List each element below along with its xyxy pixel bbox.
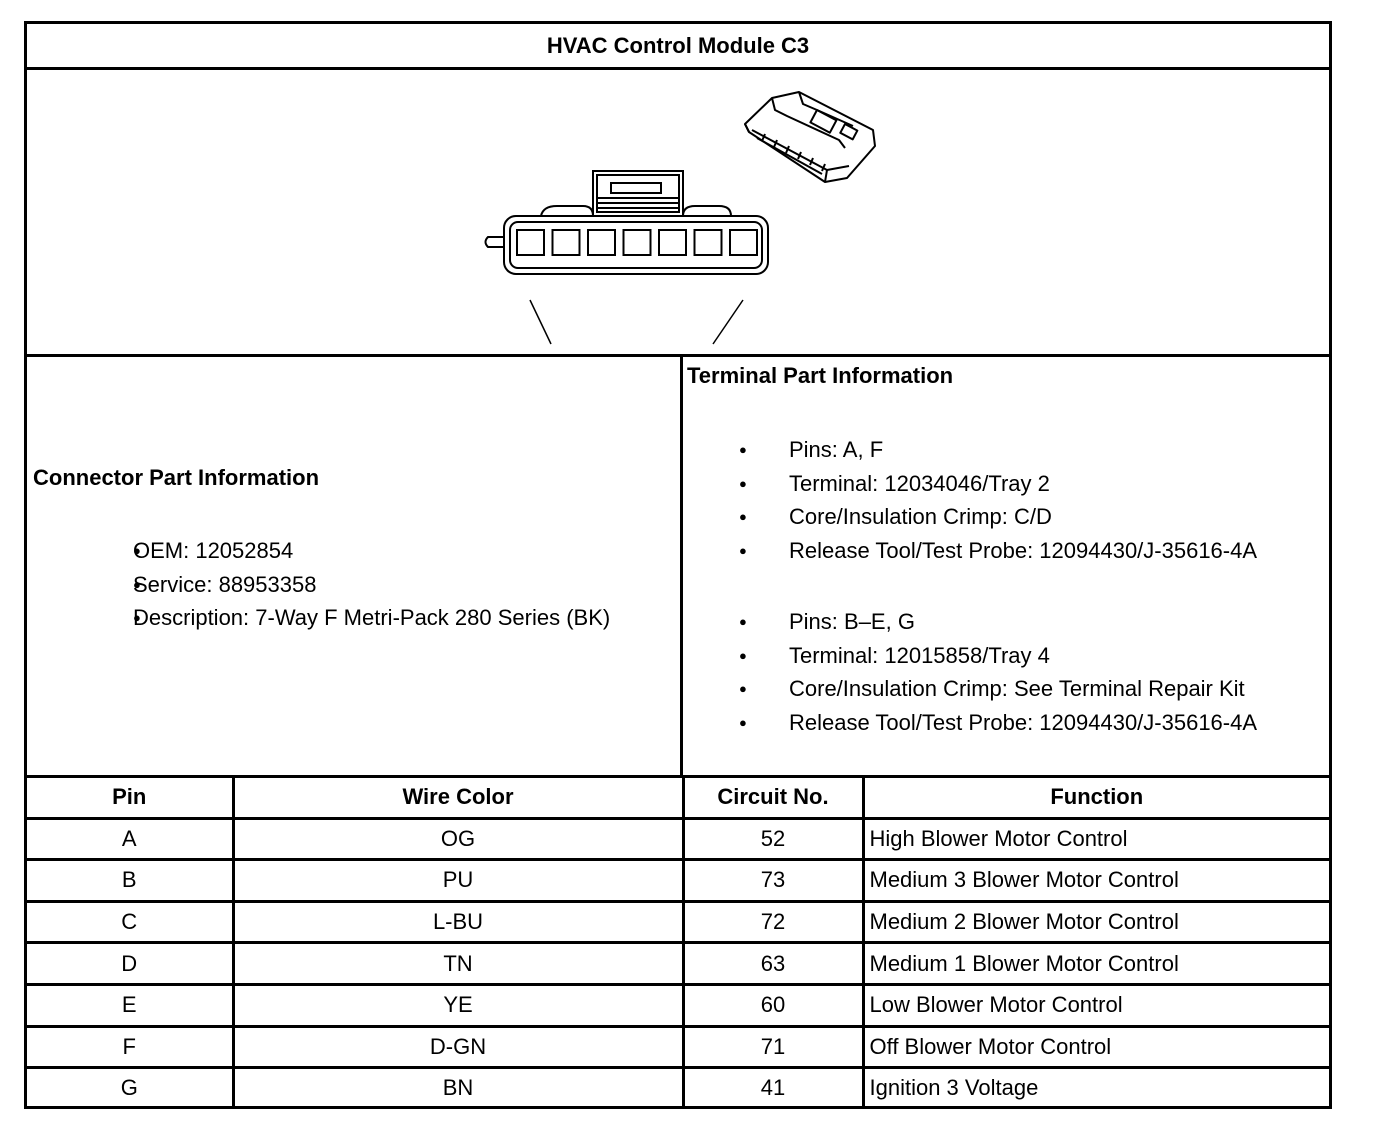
table-row	[27, 1068, 1329, 1108]
column-header-pin: Pin	[27, 778, 233, 818]
list-item: ● Release Tool/Test Probe: 12094430/J-35616-4A	[789, 706, 1257, 740]
connector-3d-illustration	[745, 92, 875, 182]
pin-cell: C	[27, 901, 233, 943]
pin-cell: A	[27, 818, 233, 860]
terminal-info-list-2	[789, 605, 1257, 739]
table-row	[27, 860, 1329, 902]
circuit-cell: 60	[683, 984, 863, 1026]
list-item: ● Core/Insulation Crimp: See Terminal Repair Kit	[789, 672, 1257, 706]
connector-sheet	[24, 21, 1332, 1109]
table-header-row	[27, 778, 1329, 818]
circuit-cell: 73	[683, 860, 863, 902]
pin-cell: G	[27, 1068, 233, 1108]
table-row	[27, 1026, 1329, 1068]
list-item: ● Terminal: 12034046/Tray 2	[789, 467, 1257, 501]
terminal-info-title: Terminal Part Information	[687, 363, 954, 388]
connector-cavity	[517, 230, 544, 255]
pin-g-leader	[530, 300, 551, 344]
pin-a-leader	[713, 300, 743, 344]
pin-cell: B	[27, 860, 233, 902]
circuit-cell: 63	[683, 943, 863, 985]
column-header-circuit: Circuit No.	[683, 778, 863, 818]
connector-cavity	[659, 230, 686, 255]
page-title: HVAC Control Module C3	[27, 24, 1329, 70]
function-cell: Off Blower Motor Control	[863, 1026, 1329, 1068]
table-row	[27, 818, 1329, 860]
function-cell: High Blower Motor Control	[863, 818, 1329, 860]
list-item: ● Description: 7-Way F Metri-Pack 280 Series (BK)	[133, 601, 610, 635]
table-row	[27, 901, 1329, 943]
connector-cavity	[695, 230, 722, 255]
connector-cavity	[588, 230, 615, 255]
column-header-function: Function	[863, 778, 1329, 818]
function-cell: Medium 2 Blower Motor Control	[863, 901, 1329, 943]
function-cell: Medium 3 Blower Motor Control	[863, 860, 1329, 902]
function-cell: Medium 1 Blower Motor Control	[863, 943, 1329, 985]
circuit-cell: 41	[683, 1068, 863, 1108]
list-item: ● Pins: B–E, G	[789, 605, 1257, 639]
pin-cell: D	[27, 943, 233, 985]
circuit-cell: 72	[683, 901, 863, 943]
connector-face-view	[486, 171, 769, 274]
pin-cell: F	[27, 1026, 233, 1068]
function-cell: Low Blower Motor Control	[863, 984, 1329, 1026]
connector-cavities	[517, 230, 757, 255]
connector-diagram	[27, 70, 1329, 357]
wire-color-cell: L-BU	[233, 901, 683, 943]
list-item: ● Service: 88953358	[133, 568, 610, 602]
terminal-part-info	[683, 357, 1329, 775]
pinout-table	[27, 778, 1329, 1108]
function-cell: Ignition 3 Voltage	[869, 1075, 1039, 1101]
wire-color-cell: TN	[233, 943, 683, 985]
list-item: ● OEM: 12052854	[133, 534, 610, 568]
list-item: ● Core/Insulation Crimp: C/D	[789, 500, 1257, 534]
terminal-info-list-1	[789, 433, 1257, 567]
connector-info-list	[133, 534, 610, 635]
connector-cavity	[553, 230, 580, 255]
list-item: ● Terminal: 12015858/Tray 4	[789, 639, 1257, 673]
table-row	[27, 943, 1329, 985]
connector-cavity	[624, 230, 651, 255]
connector-part-info	[27, 357, 683, 775]
connector-drawing	[27, 70, 1329, 354]
wire-color-cell: PU	[233, 860, 683, 902]
circuit-cell: 71	[683, 1026, 863, 1068]
list-item: ● Release Tool/Test Probe: 12094430/J-35616-4A	[789, 534, 1257, 568]
pin-cell: E	[27, 984, 233, 1026]
table-row	[27, 984, 1329, 1026]
wire-color-cell: OG	[233, 818, 683, 860]
connector-cavity	[730, 230, 757, 255]
wire-color-cell: YE	[233, 984, 683, 1026]
list-item: ● Pins: A, F	[789, 433, 1257, 467]
connector-info-title: Connector Part Information	[33, 465, 320, 490]
wire-color-cell: BN	[233, 1068, 683, 1108]
circuit-cell: 52	[683, 818, 863, 860]
wire-color-cell: D-GN	[233, 1026, 683, 1068]
column-header-wire-color: Wire Color	[233, 778, 683, 818]
